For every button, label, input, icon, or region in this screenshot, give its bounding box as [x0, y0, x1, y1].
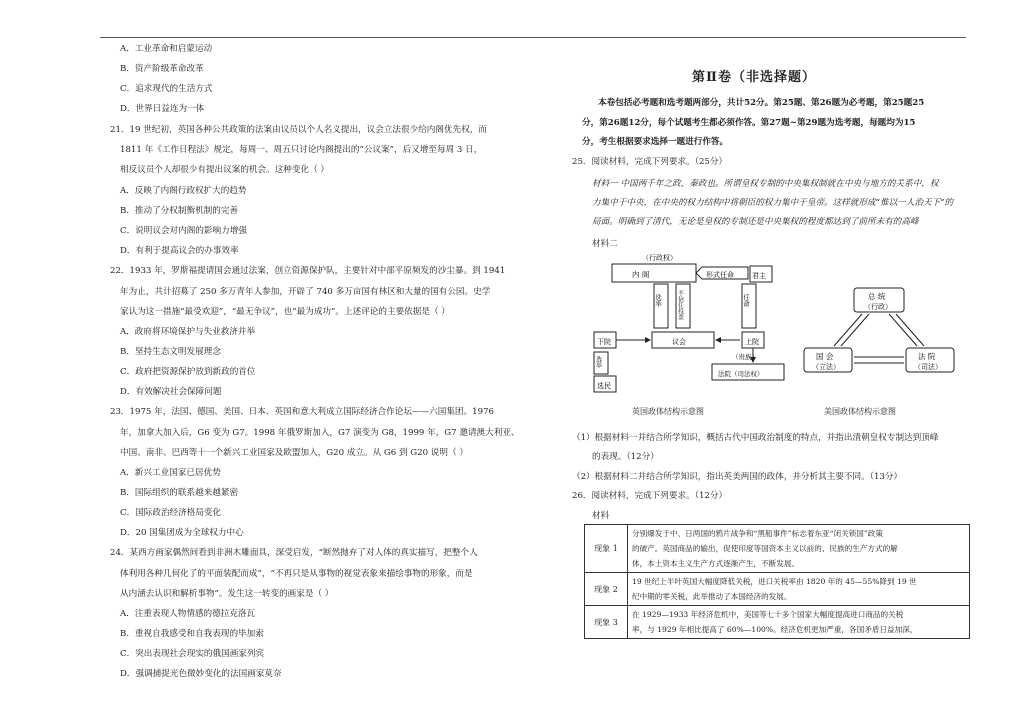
option-line: A．新兴工业国家已居优势: [120, 468, 221, 478]
option-line: A．政府将环境保护与失业救济并举: [120, 327, 256, 337]
option-line: C．突出表现社会现实的俄国画家列宾: [120, 649, 265, 659]
congress-sub-label: （立法）: [812, 363, 840, 371]
question-line: 相反议员个人却很少有提出议案的机会。这种变化（ ）: [120, 165, 329, 175]
choose-label: 选举: [654, 294, 662, 307]
row-head: 现象 3: [585, 606, 628, 639]
cabinet-label: 内 阁: [632, 270, 650, 279]
option-line: B．资产阶级革命改革: [120, 64, 204, 74]
row-head: 现象 2: [585, 573, 628, 606]
intro-line: 分，考生根据要求选择一题进行作答。: [582, 137, 729, 147]
question-25: 25．阅读材料，完成下列要求。（25分）: [572, 157, 728, 167]
question-23: 23．1975 年，法国、德国、美国、日本、英国和意大利成立国际经济合作论坛——六国集团。1976: [110, 407, 494, 417]
elect-label: 选举: [594, 356, 602, 368]
question-line: 年，加拿大加入后，G6 变为 G7。1998 年俄罗斯加入，G7 演变为 G8，1999 年，G7 邀请澳大利亚、: [120, 428, 520, 438]
question-line: 年为止，共计招募了 250 多万青年人参加，开辟了 740 多万亩国有林区和大量的国有公园。史学: [120, 287, 491, 297]
court-label: 法 院: [918, 352, 936, 361]
option-line: D．有效解决社会保障问题: [120, 387, 222, 397]
president-sub-label: （行政）: [864, 303, 892, 311]
monarch-label: 君主: [752, 272, 766, 280]
question-line: 体利用各种几何化了的平面装配而成”，“不再只是从事物的视觉表象来描绘事物的形象，而是: [120, 569, 473, 579]
intro-line: 分，第26题12分，每个试题考生都必须作答。第27题~第29题为选考题，每题均为15: [582, 118, 916, 128]
dismiss-label: 不信任投票: [676, 290, 684, 320]
section-title: 第Ⅱ卷（非选择题）: [692, 70, 816, 85]
question-24: 24．某西方画家偶然间看到非洲木雕面具，深受启发，“断然抛弃了对人体的真实描写，把整个人: [110, 548, 478, 558]
question-line: 从内涵去认识和解析事物”。发生这一转变的画家是（ ）: [120, 589, 334, 599]
question-line: 中国、南非、巴西等十一个新兴工业国家及欧盟加入，G20 成立。从 G6 到 G20 说明（ ）: [120, 448, 468, 458]
material-1-line: 材料一 中国两千年之政，秦政也。所谓皇权专制的中央集权制就在中央与地方的关系中，权: [592, 179, 939, 189]
option-line: B．坚持生态文明发展理念: [120, 347, 221, 357]
material-label: 材料: [592, 511, 610, 521]
option-line: D．20 国集团成为全球权力中心: [120, 528, 244, 538]
lower-house-label: 下院: [597, 338, 611, 346]
row-head: 现象 1: [585, 525, 628, 573]
table-row: [585, 606, 970, 639]
q25-item-1-cont: 的表现。（12分）: [592, 452, 659, 462]
intro-line: 本卷包括必考题和选考题两部分，共计52分。第25题、第26题为必考题，第25题25: [598, 98, 925, 108]
material-1-line: 力集中于中央，在中央的权力结构中将朝臣的权力集中于皇帝。这样就形成“惟以一人治天下”的: [592, 198, 954, 208]
phenomena-table: [584, 524, 970, 639]
option-line: B．国际组织的联系越来越紧密: [120, 488, 239, 498]
appoint-label: 任命: [742, 294, 750, 307]
formal-appoint-label: 形式任命: [706, 271, 734, 279]
uk-diagram-caption: 英国政体结构示意图: [632, 407, 704, 416]
row-content: 在 1929—1933 年经济危机中，美国等七十多个国家大幅度提高进口商品的关税 率，与 1929 年相比提高了 60%—100%。经济危机更加严重，各国矛盾日益加深，: [628, 606, 970, 639]
option-line: D．有利于提高议会的办事效率: [120, 246, 239, 256]
option-line: A．工业革命和启蒙运动: [120, 44, 213, 54]
option-line: A．反映了内阁行政权扩大的趋势: [120, 186, 247, 196]
q25-item-2: （2）根据材料二并结合所学知识，指出英美两国的政体，并分析其主要不同。（13分）: [572, 472, 903, 482]
option-line: B．重视自我感受和自我表现的毕加索: [120, 629, 264, 639]
uk-structure-diagram: [572, 250, 972, 410]
q25-item-1: （1）根据材料一并结合所学知识，概括古代中国政治制度的特点，并指出清朝皇权专制达到顶峰: [572, 433, 939, 443]
row-content: 分别爆发于中、日两国的鸦片战争和“黑船事件”标志着东亚“闭关锁国”政策 的破产。英国商品的输出，促使印度等国资本主义以前的、民族的生产方式的解 体，本土资本主义生产方式逐渐产生，不断发展。: [628, 525, 970, 573]
president-label: 总 统: [868, 292, 886, 301]
congress-label: 国 会: [816, 352, 834, 361]
option-line: B．推动了分权制衡机制的完善: [120, 206, 239, 216]
question-line: 家认为这一措施“最受欢迎”，“最无争议”，也“最为成功”。上述评论的主要依据是（ ）: [120, 307, 450, 317]
option-line: D．世界日益连为一体: [120, 104, 205, 114]
question-26: 26．阅读材料，完成下列要求。（12分）: [572, 491, 728, 501]
option-line: C．说明议会对内阁的影响力增强: [120, 226, 247, 236]
material-1-line: 局面。明确到了清代，无论是皇权的专制还是中央集权的程度都达到了前所未有的高峰: [592, 217, 919, 227]
question-line: 1811 年《工作日程法》规定，每周一、周五只讨论内阁提出的“公议案”，后又增至每周 3 日，: [120, 145, 483, 155]
option-line: C．政府把资源保护放到新政的首位: [120, 367, 256, 377]
option-line: A．注重表现人物情感的德拉克洛瓦: [120, 609, 256, 619]
voters-label: 选民: [597, 382, 611, 390]
option-line: D．强调捕捉光色微妙变化的法国画家莫奈: [120, 669, 282, 679]
header-rule: [100, 37, 966, 38]
question-22: 22．1933 年，罗斯福提请国会通过法案，创立资源保护队，主要针对中部平原频发的沙尘暴。到 1941: [110, 266, 506, 276]
material-2-label: 材料二: [592, 239, 618, 249]
peers-label: （贵族）: [732, 353, 758, 361]
court-sub-label: （司法）: [914, 363, 942, 371]
table-row: [585, 525, 970, 573]
admin-power-label: （行政权）: [642, 254, 677, 262]
table-row: [585, 573, 970, 606]
judiciary-label: 法院（司法权）: [718, 370, 764, 378]
us-diagram-caption: 美国政体结构示意图: [824, 407, 896, 416]
option-line: C．追求现代的生活方式: [120, 84, 213, 94]
row-content: 19 世纪上半叶英国大幅度降低关税，进口关税率由 1820 年的 45—55%降到 19 世 纪中期的零关税，此举推动了本国经济的发展。: [628, 573, 970, 606]
cabinet-box: [612, 264, 696, 282]
upper-house-label: 上院: [745, 338, 759, 346]
parliament-label: 议会: [672, 338, 686, 346]
question-21: 21．19 世纪初，英国各种公共政策的法案由议员以个人名义提出，议会立法很少给内阁优先权，而: [110, 125, 487, 135]
option-line: C．国际政治经济格局变化: [120, 508, 222, 518]
